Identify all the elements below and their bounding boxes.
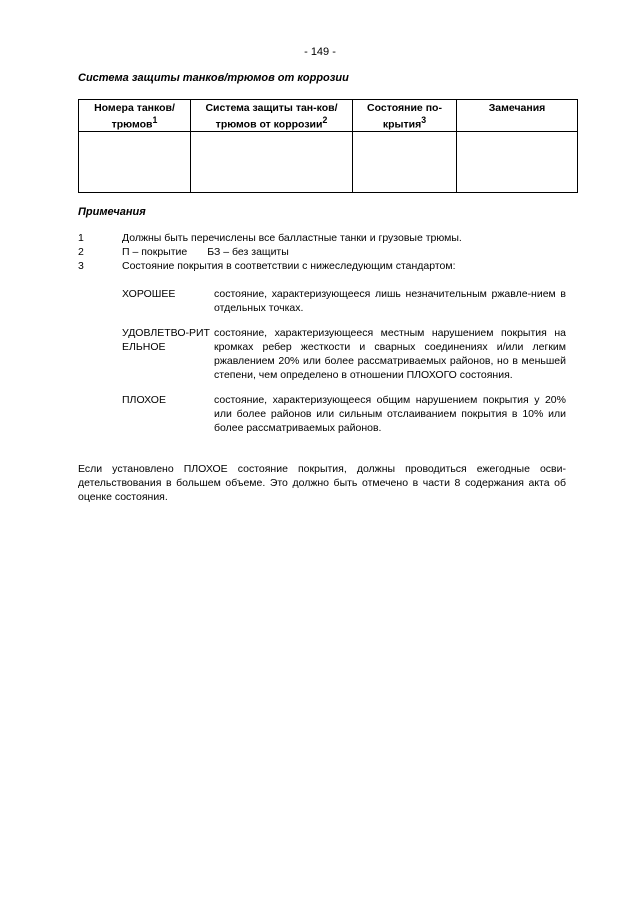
- note-number: 3: [78, 260, 84, 272]
- header-coating-condition: [353, 100, 457, 132]
- header-footnote: 2: [322, 115, 328, 125]
- condition-description: состояние, характеризующееся лишь незначительным ржавле-нием в отдельных точках.: [214, 288, 566, 314]
- note-text: [122, 245, 578, 259]
- note-number: 2: [78, 246, 84, 258]
- table-cell: [79, 131, 191, 192]
- condition-fair: [122, 326, 566, 382]
- condition-term: УДОВЛЕТВО-РИТЕЛЬНОЕ: [122, 327, 210, 353]
- note-item: [78, 245, 578, 259]
- condition-description: состояние, характеризующееся общим нарушением покрытия у 20% или более районов или сильным отслаиванием покрытия в 10% или более рассматриваемых районов.: [214, 394, 566, 434]
- final-paragraph: Если установлено ПЛОХОЕ состояние покрытия, должны проводиться ежегодные осви-детельствования в большем объеме. Это должно быть отмечено в части 8 содержания акта об оценке состояния.: [78, 463, 566, 503]
- page-number: - 149 -: [304, 46, 336, 58]
- table-cell: [457, 131, 578, 192]
- notes-title: Примечания: [78, 206, 146, 218]
- header-text: Номера танков/ трюмов: [94, 102, 175, 131]
- condition-term: ПЛОХОЕ: [122, 394, 166, 406]
- protection-table: [78, 99, 578, 193]
- header-text: Состояние по-крытия: [367, 102, 442, 131]
- code-no-protection: БЗ – без защиты: [207, 246, 289, 258]
- table-cell: [353, 131, 457, 192]
- condition-description: состояние, характеризующееся местным нарушением покрытия на кромках ребер жесткости и сварных соединениях и/или легким ржавлением 20% или более рассматриваемых районов, но в меньшей степени, чем определено в отношении ПЛОХОГО состояния.: [214, 327, 566, 381]
- header-text: Замечания: [488, 102, 546, 114]
- condition-term: ХОРОШЕЕ: [122, 288, 176, 300]
- table-row: [79, 131, 578, 192]
- note-text: Состояние покрытия в соответствии с нижеследующим стандартом:: [122, 260, 456, 272]
- note-item: [78, 231, 578, 245]
- section-title: Система защиты танков/трюмов от коррозии: [78, 72, 349, 84]
- note-item: [78, 259, 578, 273]
- condition-definitions: [122, 287, 566, 446]
- header-footnote: 1: [152, 115, 158, 125]
- notes-list: [78, 231, 578, 273]
- code-coating: П – покрытие: [122, 246, 188, 258]
- note-number: 1: [78, 232, 84, 244]
- header-tank-numbers: [79, 100, 191, 132]
- header-remarks: [457, 100, 578, 132]
- header-protection-system: [191, 100, 353, 132]
- header-footnote: 3: [421, 115, 427, 125]
- condition-good: [122, 287, 566, 315]
- table-cell: [191, 131, 353, 192]
- table-header-row: [79, 100, 578, 132]
- note-text: Должны быть перечислены все балластные танки и грузовые трюмы.: [122, 232, 462, 244]
- condition-poor: [122, 393, 566, 435]
- header-text: Система защиты тан-ков/трюмов от коррозии: [205, 102, 338, 131]
